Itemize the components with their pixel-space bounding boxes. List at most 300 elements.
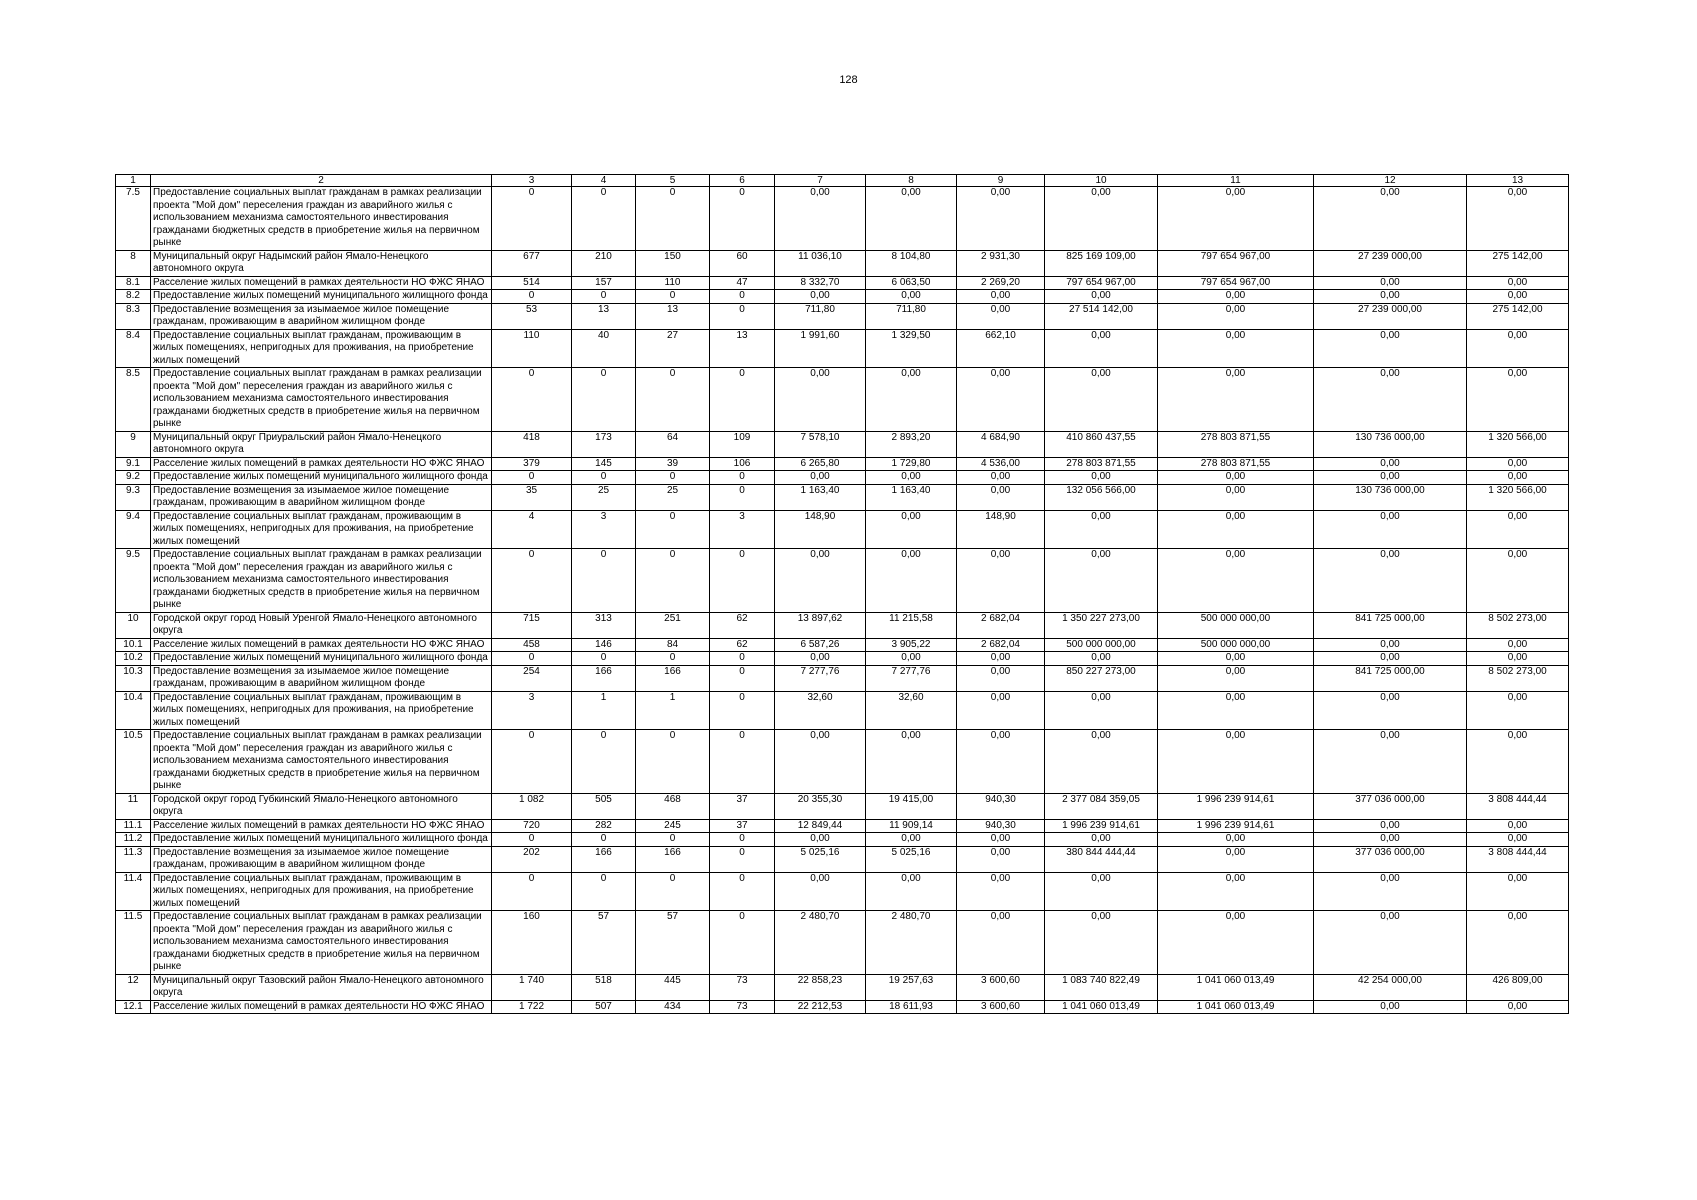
value-cell-col-11: 0,00 [1158,872,1314,911]
value-cell-col-3: 3 [492,691,572,730]
value-cell-col-8: 0,00 [866,510,957,549]
value-cell-col-3: 0 [492,652,572,666]
value-cell-col-12: 0,00 [1314,819,1467,833]
value-cell-col-13: 0,00 [1467,730,1569,794]
row-name-cell: Предоставление социальных выплат гражданам в рамках реализации проекта "Мой дом" переселения граждан из аварийного жилья с использованием механизма самостоятельного инвестирования гражданами бюджетных средств в приобретение жилья на первичном рынке [151,730,492,794]
value-cell-col-8: 0,00 [866,187,957,251]
value-cell-col-5: 0 [636,833,710,847]
row-number-cell: 9.5 [116,549,151,613]
value-cell-col-11: 1 996 239 914,61 [1158,793,1314,819]
value-cell-col-11: 1 996 239 914,61 [1158,819,1314,833]
value-cell-col-12: 0,00 [1314,276,1467,290]
value-cell-col-4: 0 [572,290,636,304]
row-name-cell: Предоставление жилых помещений муниципального жилищного фонда [151,652,492,666]
value-cell-col-12: 0,00 [1314,457,1467,471]
value-cell-col-7: 7 277,76 [775,665,866,691]
column-header-2: 2 [151,175,492,187]
table-row [116,457,1569,471]
row-number-cell: 12.1 [116,1000,151,1014]
value-cell-col-9: 0,00 [957,652,1045,666]
row-name-cell: Предоставление социальных выплат гражданам, проживающим в жилых помещениях, непригодных для проживания, на приобретение жилых помещений [151,872,492,911]
value-cell-col-11: 278 803 871,55 [1158,457,1314,471]
value-cell-col-10: 1 041 060 013,49 [1045,1000,1158,1014]
value-cell-col-12: 42 254 000,00 [1314,974,1467,1000]
value-cell-col-7: 20 355,30 [775,793,866,819]
value-cell-col-13: 426 809,00 [1467,974,1569,1000]
value-cell-col-3: 379 [492,457,572,471]
value-cell-col-10: 0,00 [1045,368,1158,432]
value-cell-col-5: 13 [636,303,710,329]
column-header-12: 12 [1314,175,1467,187]
value-cell-col-10: 27 514 142,00 [1045,303,1158,329]
value-cell-col-11: 0,00 [1158,665,1314,691]
row-name-cell: Предоставление социальных выплат гражданам в рамках реализации проекта "Мой дом" переселения граждан из аварийного жилья с использованием механизма самостоятельного инвестирования гражданами бюджетных средств в приобретение жилья на первичном рынке [151,368,492,432]
header-row [116,175,1569,187]
value-cell-col-3: 715 [492,612,572,638]
value-cell-col-9: 940,30 [957,819,1045,833]
value-cell-col-9: 4 536,00 [957,457,1045,471]
row-name-cell: Предоставление социальных выплат гражданам, проживающим в жилых помещениях, непригодных для проживания, на приобретение жилых помещений [151,691,492,730]
value-cell-col-5: 0 [636,510,710,549]
value-cell-col-5: 434 [636,1000,710,1014]
row-name-cell: Расселение жилых помещений в рамках деятельности НО ФЖС ЯНАО [151,1000,492,1014]
value-cell-col-9: 148,90 [957,510,1045,549]
row-name-cell: Предоставление возмещения за изымаемое жилое помещение гражданам, проживающим в аварийном жилищном фонде [151,665,492,691]
value-cell-col-6: 0 [710,290,775,304]
row-number-cell: 11.2 [116,833,151,847]
value-cell-col-7: 0,00 [775,872,866,911]
value-cell-col-5: 0 [636,187,710,251]
value-cell-col-6: 0 [710,833,775,847]
value-cell-col-5: 84 [636,638,710,652]
value-cell-col-10: 380 844 444,44 [1045,846,1158,872]
value-cell-col-11: 797 654 967,00 [1158,250,1314,276]
table-row [116,833,1569,847]
value-cell-col-3: 1 722 [492,1000,572,1014]
value-cell-col-5: 0 [636,652,710,666]
value-cell-col-9: 0,00 [957,290,1045,304]
value-cell-col-4: 313 [572,612,636,638]
value-cell-col-6: 0 [710,549,775,613]
value-cell-col-6: 0 [710,872,775,911]
value-cell-col-4: 518 [572,974,636,1000]
row-number-cell: 10 [116,612,151,638]
value-cell-col-8: 2 480,70 [866,911,957,975]
column-header-7: 7 [775,175,866,187]
value-cell-col-13: 0,00 [1467,833,1569,847]
table-row [116,793,1569,819]
value-cell-col-3: 0 [492,290,572,304]
row-number-cell: 10.2 [116,652,151,666]
value-cell-col-8: 5 025,16 [866,846,957,872]
value-cell-col-3: 0 [492,730,572,794]
value-cell-col-9: 4 684,90 [957,431,1045,457]
row-number-cell: 10.3 [116,665,151,691]
value-cell-col-5: 64 [636,431,710,457]
value-cell-col-3: 514 [492,276,572,290]
column-header-4: 4 [572,175,636,187]
value-cell-col-8: 0,00 [866,730,957,794]
value-cell-col-6: 0 [710,368,775,432]
value-cell-col-13: 0,00 [1467,549,1569,613]
value-cell-col-4: 0 [572,652,636,666]
value-cell-col-12: 130 736 000,00 [1314,431,1467,457]
value-cell-col-13: 0,00 [1467,329,1569,368]
value-cell-col-10: 850 227 273,00 [1045,665,1158,691]
row-name-cell: Предоставление социальных выплат гражданам, проживающим в жилых помещениях, непригодных для проживания, на приобретение жилых помещений [151,510,492,549]
value-cell-col-9: 3 600,60 [957,974,1045,1000]
value-cell-col-7: 0,00 [775,833,866,847]
value-cell-col-13: 0,00 [1467,1000,1569,1014]
row-name-cell: Предоставление жилых помещений муниципального жилищного фонда [151,290,492,304]
value-cell-col-6: 3 [710,510,775,549]
value-cell-col-9: 0,00 [957,846,1045,872]
value-cell-col-5: 445 [636,974,710,1000]
value-cell-col-5: 166 [636,665,710,691]
value-cell-col-12: 0,00 [1314,329,1467,368]
value-cell-col-4: 282 [572,819,636,833]
value-cell-col-13: 0,00 [1467,187,1569,251]
value-cell-col-11: 0,00 [1158,510,1314,549]
value-cell-col-10: 410 860 437,55 [1045,431,1158,457]
value-cell-col-13: 0,00 [1467,911,1569,975]
value-cell-col-6: 60 [710,250,775,276]
row-name-cell: Предоставление возмещения за изымаемое жилое помещение гражданам, проживающим в аварийном жилищном фонде [151,303,492,329]
row-name-cell: Расселение жилых помещений в рамках деятельности НО ФЖС ЯНАО [151,638,492,652]
row-number-cell: 12 [116,974,151,1000]
value-cell-col-5: 245 [636,819,710,833]
value-cell-col-11: 1 041 060 013,49 [1158,1000,1314,1014]
row-name-cell: Предоставление жилых помещений муниципального жилищного фонда [151,833,492,847]
value-cell-col-11: 0,00 [1158,549,1314,613]
value-cell-col-11: 0,00 [1158,846,1314,872]
value-cell-col-13: 275 142,00 [1467,303,1569,329]
row-number-cell: 8.5 [116,368,151,432]
value-cell-col-6: 106 [710,457,775,471]
value-cell-col-9: 662,10 [957,329,1045,368]
column-header-8: 8 [866,175,957,187]
column-header-6: 6 [710,175,775,187]
value-cell-col-8: 19 415,00 [866,793,957,819]
value-cell-col-6: 62 [710,612,775,638]
value-cell-col-8: 11 909,14 [866,819,957,833]
value-cell-col-10: 132 056 566,00 [1045,484,1158,510]
value-cell-col-7: 711,80 [775,303,866,329]
value-cell-col-12: 0,00 [1314,911,1467,975]
value-cell-col-12: 0,00 [1314,833,1467,847]
column-header-3: 3 [492,175,572,187]
value-cell-col-7: 1 163,40 [775,484,866,510]
row-name-cell: Предоставление социальных выплат гражданам в рамках реализации проекта "Мой дом" переселения граждан из аварийного жилья с использованием механизма самостоятельного инвестирования гражданами бюджетных средств в приобретение жилья на первичном рынке [151,187,492,251]
value-cell-col-7: 148,90 [775,510,866,549]
value-cell-col-13: 3 808 444,44 [1467,846,1569,872]
value-cell-col-11: 500 000 000,00 [1158,612,1314,638]
value-cell-col-13: 0,00 [1467,276,1569,290]
value-cell-col-4: 145 [572,457,636,471]
value-cell-col-5: 57 [636,911,710,975]
value-cell-col-3: 4 [492,510,572,549]
row-number-cell: 8.2 [116,290,151,304]
value-cell-col-6: 109 [710,431,775,457]
value-cell-col-4: 210 [572,250,636,276]
table-header [116,175,1569,187]
value-cell-col-3: 160 [492,911,572,975]
value-cell-col-13: 0,00 [1467,691,1569,730]
value-cell-col-8: 2 893,20 [866,431,957,457]
row-name-cell: Муниципальный округ Тазовский район Ямало-Ненецкого автономного округа [151,974,492,1000]
value-cell-col-4: 0 [572,187,636,251]
value-cell-col-5: 468 [636,793,710,819]
value-cell-col-4: 0 [572,549,636,613]
value-cell-col-6: 0 [710,730,775,794]
row-number-cell: 11.4 [116,872,151,911]
value-cell-col-7: 0,00 [775,290,866,304]
value-cell-col-9: 0,00 [957,549,1045,613]
value-cell-col-6: 0 [710,911,775,975]
value-cell-col-8: 711,80 [866,303,957,329]
value-cell-col-13: 0,00 [1467,510,1569,549]
column-header-1: 1 [116,175,151,187]
value-cell-col-9: 0,00 [957,665,1045,691]
value-cell-col-5: 0 [636,290,710,304]
page-number: 128 [839,74,858,86]
value-cell-col-13: 1 320 566,00 [1467,484,1569,510]
value-cell-col-11: 278 803 871,55 [1158,431,1314,457]
value-cell-col-3: 0 [492,872,572,911]
value-cell-col-7: 0,00 [775,730,866,794]
row-number-cell: 11.3 [116,846,151,872]
value-cell-col-9: 0,00 [957,911,1045,975]
value-cell-col-8: 6 063,50 [866,276,957,290]
value-cell-col-10: 1 350 227 273,00 [1045,612,1158,638]
row-name-cell: Предоставление социальных выплат гражданам в рамках реализации проекта "Мой дом" переселения граждан из аварийного жилья с использованием механизма самостоятельного инвестирования гражданами бюджетных средств в приобретение жилья на первичном рынке [151,549,492,613]
value-cell-col-12: 0,00 [1314,1000,1467,1014]
row-name-cell: Муниципальный округ Приуральский район Ямало-Ненецкого автономного округа [151,431,492,457]
value-cell-col-12: 27 239 000,00 [1314,303,1467,329]
row-number-cell: 10.1 [116,638,151,652]
value-cell-col-4: 0 [572,872,636,911]
value-cell-col-11: 0,00 [1158,329,1314,368]
row-name-cell: Расселение жилых помещений в рамках деятельности НО ФЖС ЯНАО [151,819,492,833]
row-name-cell: Предоставление возмещения за изымаемое жилое помещение гражданам, проживающим в аварийном жилищном фонде [151,846,492,872]
value-cell-col-10: 0,00 [1045,833,1158,847]
value-cell-col-7: 0,00 [775,187,866,251]
value-cell-col-4: 40 [572,329,636,368]
value-cell-col-8: 19 257,63 [866,974,957,1000]
value-cell-col-7: 22 858,23 [775,974,866,1000]
row-number-cell: 9.3 [116,484,151,510]
row-number-cell: 11.1 [116,819,151,833]
value-cell-col-11: 0,00 [1158,303,1314,329]
value-cell-col-7: 0,00 [775,471,866,485]
value-cell-col-5: 0 [636,730,710,794]
row-name-cell: Предоставление возмещения за изымаемое жилое помещение гражданам, проживающим в аварийном жилищном фонде [151,484,492,510]
value-cell-col-12: 0,00 [1314,290,1467,304]
value-cell-col-11: 0,00 [1158,471,1314,485]
value-cell-col-3: 1 082 [492,793,572,819]
row-name-cell: Предоставление социальных выплат гражданам в рамках реализации проекта "Мой дом" переселения граждан из аварийного жилья с использованием механизма самостоятельного инвестирования гражданами бюджетных средств в приобретение жилья на первичном рынке [151,911,492,975]
value-cell-col-5: 110 [636,276,710,290]
value-cell-col-6: 37 [710,819,775,833]
table-row [116,510,1569,549]
value-cell-col-5: 251 [636,612,710,638]
value-cell-col-8: 0,00 [866,471,957,485]
value-cell-col-10: 0,00 [1045,471,1158,485]
value-cell-col-11: 0,00 [1158,911,1314,975]
value-cell-col-8: 1 729,80 [866,457,957,471]
value-cell-col-3: 0 [492,471,572,485]
value-cell-col-3: 418 [492,431,572,457]
value-cell-col-12: 841 725 000,00 [1314,665,1467,691]
value-cell-col-13: 275 142,00 [1467,250,1569,276]
value-cell-col-11: 0,00 [1158,187,1314,251]
value-cell-col-11: 0,00 [1158,691,1314,730]
value-cell-col-8: 0,00 [866,549,957,613]
value-cell-col-10: 0,00 [1045,187,1158,251]
value-cell-col-8: 7 277,76 [866,665,957,691]
table-body [116,187,1569,1014]
value-cell-col-4: 173 [572,431,636,457]
value-cell-col-10: 2 377 084 359,05 [1045,793,1158,819]
value-cell-col-3: 0 [492,833,572,847]
value-cell-col-13: 0,00 [1467,819,1569,833]
value-cell-col-3: 1 740 [492,974,572,1000]
value-cell-col-9: 0,00 [957,833,1045,847]
value-cell-col-9: 0,00 [957,872,1045,911]
row-number-cell: 8 [116,250,151,276]
value-cell-col-9: 2 269,20 [957,276,1045,290]
value-cell-col-5: 0 [636,872,710,911]
value-cell-col-10: 0,00 [1045,329,1158,368]
value-cell-col-6: 47 [710,276,775,290]
value-cell-col-12: 0,00 [1314,187,1467,251]
value-cell-col-7: 2 480,70 [775,911,866,975]
value-cell-col-4: 0 [572,730,636,794]
value-cell-col-5: 150 [636,250,710,276]
value-cell-col-4: 57 [572,911,636,975]
value-cell-col-12: 0,00 [1314,471,1467,485]
table-row [116,730,1569,794]
value-cell-col-13: 0,00 [1467,368,1569,432]
row-number-cell: 8.4 [116,329,151,368]
value-cell-col-4: 507 [572,1000,636,1014]
table-row [116,638,1569,652]
table-row [116,1000,1569,1014]
value-cell-col-7: 0,00 [775,368,866,432]
value-cell-col-10: 0,00 [1045,510,1158,549]
table-row [116,290,1569,304]
value-cell-col-8: 0,00 [866,833,957,847]
value-cell-col-10: 1 083 740 822,49 [1045,974,1158,1000]
value-cell-col-10: 825 169 109,00 [1045,250,1158,276]
row-name-cell: Городской округ город Губкинский Ямало-Ненецкого автономного округа [151,793,492,819]
value-cell-col-12: 841 725 000,00 [1314,612,1467,638]
table-row [116,974,1569,1000]
value-cell-col-10: 0,00 [1045,549,1158,613]
value-cell-col-8: 0,00 [866,290,957,304]
value-cell-col-9: 3 600,60 [957,1000,1045,1014]
row-name-cell: Городской округ город Новый Уренгой Ямало-Ненецкого автономного округа [151,612,492,638]
value-cell-col-9: 0,00 [957,471,1045,485]
value-cell-col-6: 13 [710,329,775,368]
table-row [116,846,1569,872]
value-cell-col-11: 0,00 [1158,290,1314,304]
value-cell-col-5: 27 [636,329,710,368]
row-number-cell: 9.1 [116,457,151,471]
value-cell-col-7: 11 036,10 [775,250,866,276]
value-cell-col-6: 0 [710,652,775,666]
value-cell-col-10: 278 803 871,55 [1045,457,1158,471]
value-cell-col-10: 797 654 967,00 [1045,276,1158,290]
value-cell-col-6: 0 [710,303,775,329]
value-cell-col-9: 0,00 [957,484,1045,510]
value-cell-col-9: 940,30 [957,793,1045,819]
value-cell-col-7: 12 849,44 [775,819,866,833]
value-cell-col-10: 500 000 000,00 [1045,638,1158,652]
value-cell-col-4: 166 [572,665,636,691]
row-name-cell: Расселение жилых помещений в рамках деятельности НО ФЖС ЯНАО [151,457,492,471]
value-cell-col-9: 0,00 [957,303,1045,329]
row-number-cell: 10.5 [116,730,151,794]
value-cell-col-12: 377 036 000,00 [1314,846,1467,872]
row-name-cell: Расселение жилых помещений в рамках деятельности НО ФЖС ЯНАО [151,276,492,290]
value-cell-col-12: 0,00 [1314,691,1467,730]
value-cell-col-5: 39 [636,457,710,471]
row-number-cell: 11.5 [116,911,151,975]
value-cell-col-4: 157 [572,276,636,290]
value-cell-col-4: 166 [572,846,636,872]
value-cell-col-8: 32,60 [866,691,957,730]
value-cell-col-8: 1 329,50 [866,329,957,368]
value-cell-col-3: 0 [492,368,572,432]
value-cell-col-10: 0,00 [1045,872,1158,911]
value-cell-col-5: 166 [636,846,710,872]
value-cell-col-7: 22 212,53 [775,1000,866,1014]
value-cell-col-3: 0 [492,187,572,251]
value-cell-col-6: 73 [710,1000,775,1014]
value-cell-col-11: 500 000 000,00 [1158,638,1314,652]
data-table [115,174,1569,1014]
value-cell-col-3: 0 [492,549,572,613]
value-cell-col-8: 8 104,80 [866,250,957,276]
row-name-cell: Муниципальный округ Надымский район Ямало-Ненецкого автономного округа [151,250,492,276]
value-cell-col-9: 0,00 [957,187,1045,251]
value-cell-col-13: 0,00 [1467,652,1569,666]
value-cell-col-6: 0 [710,471,775,485]
value-cell-col-7: 0,00 [775,652,866,666]
table-row [116,665,1569,691]
value-cell-col-8: 11 215,58 [866,612,957,638]
value-cell-col-10: 0,00 [1045,290,1158,304]
value-cell-col-4: 505 [572,793,636,819]
value-cell-col-4: 13 [572,303,636,329]
value-cell-col-3: 202 [492,846,572,872]
row-name-cell: Предоставление жилых помещений муниципального жилищного фонда [151,471,492,485]
value-cell-col-6: 0 [710,665,775,691]
value-cell-col-12: 0,00 [1314,368,1467,432]
value-cell-col-12: 0,00 [1314,730,1467,794]
value-cell-col-11: 0,00 [1158,833,1314,847]
column-header-9: 9 [957,175,1045,187]
value-cell-col-12: 0,00 [1314,638,1467,652]
table-row [116,250,1569,276]
value-cell-col-4: 0 [572,368,636,432]
value-cell-col-11: 797 654 967,00 [1158,276,1314,290]
table-row [116,471,1569,485]
value-cell-col-4: 0 [572,471,636,485]
row-number-cell: 9 [116,431,151,457]
value-cell-col-8: 0,00 [866,872,957,911]
